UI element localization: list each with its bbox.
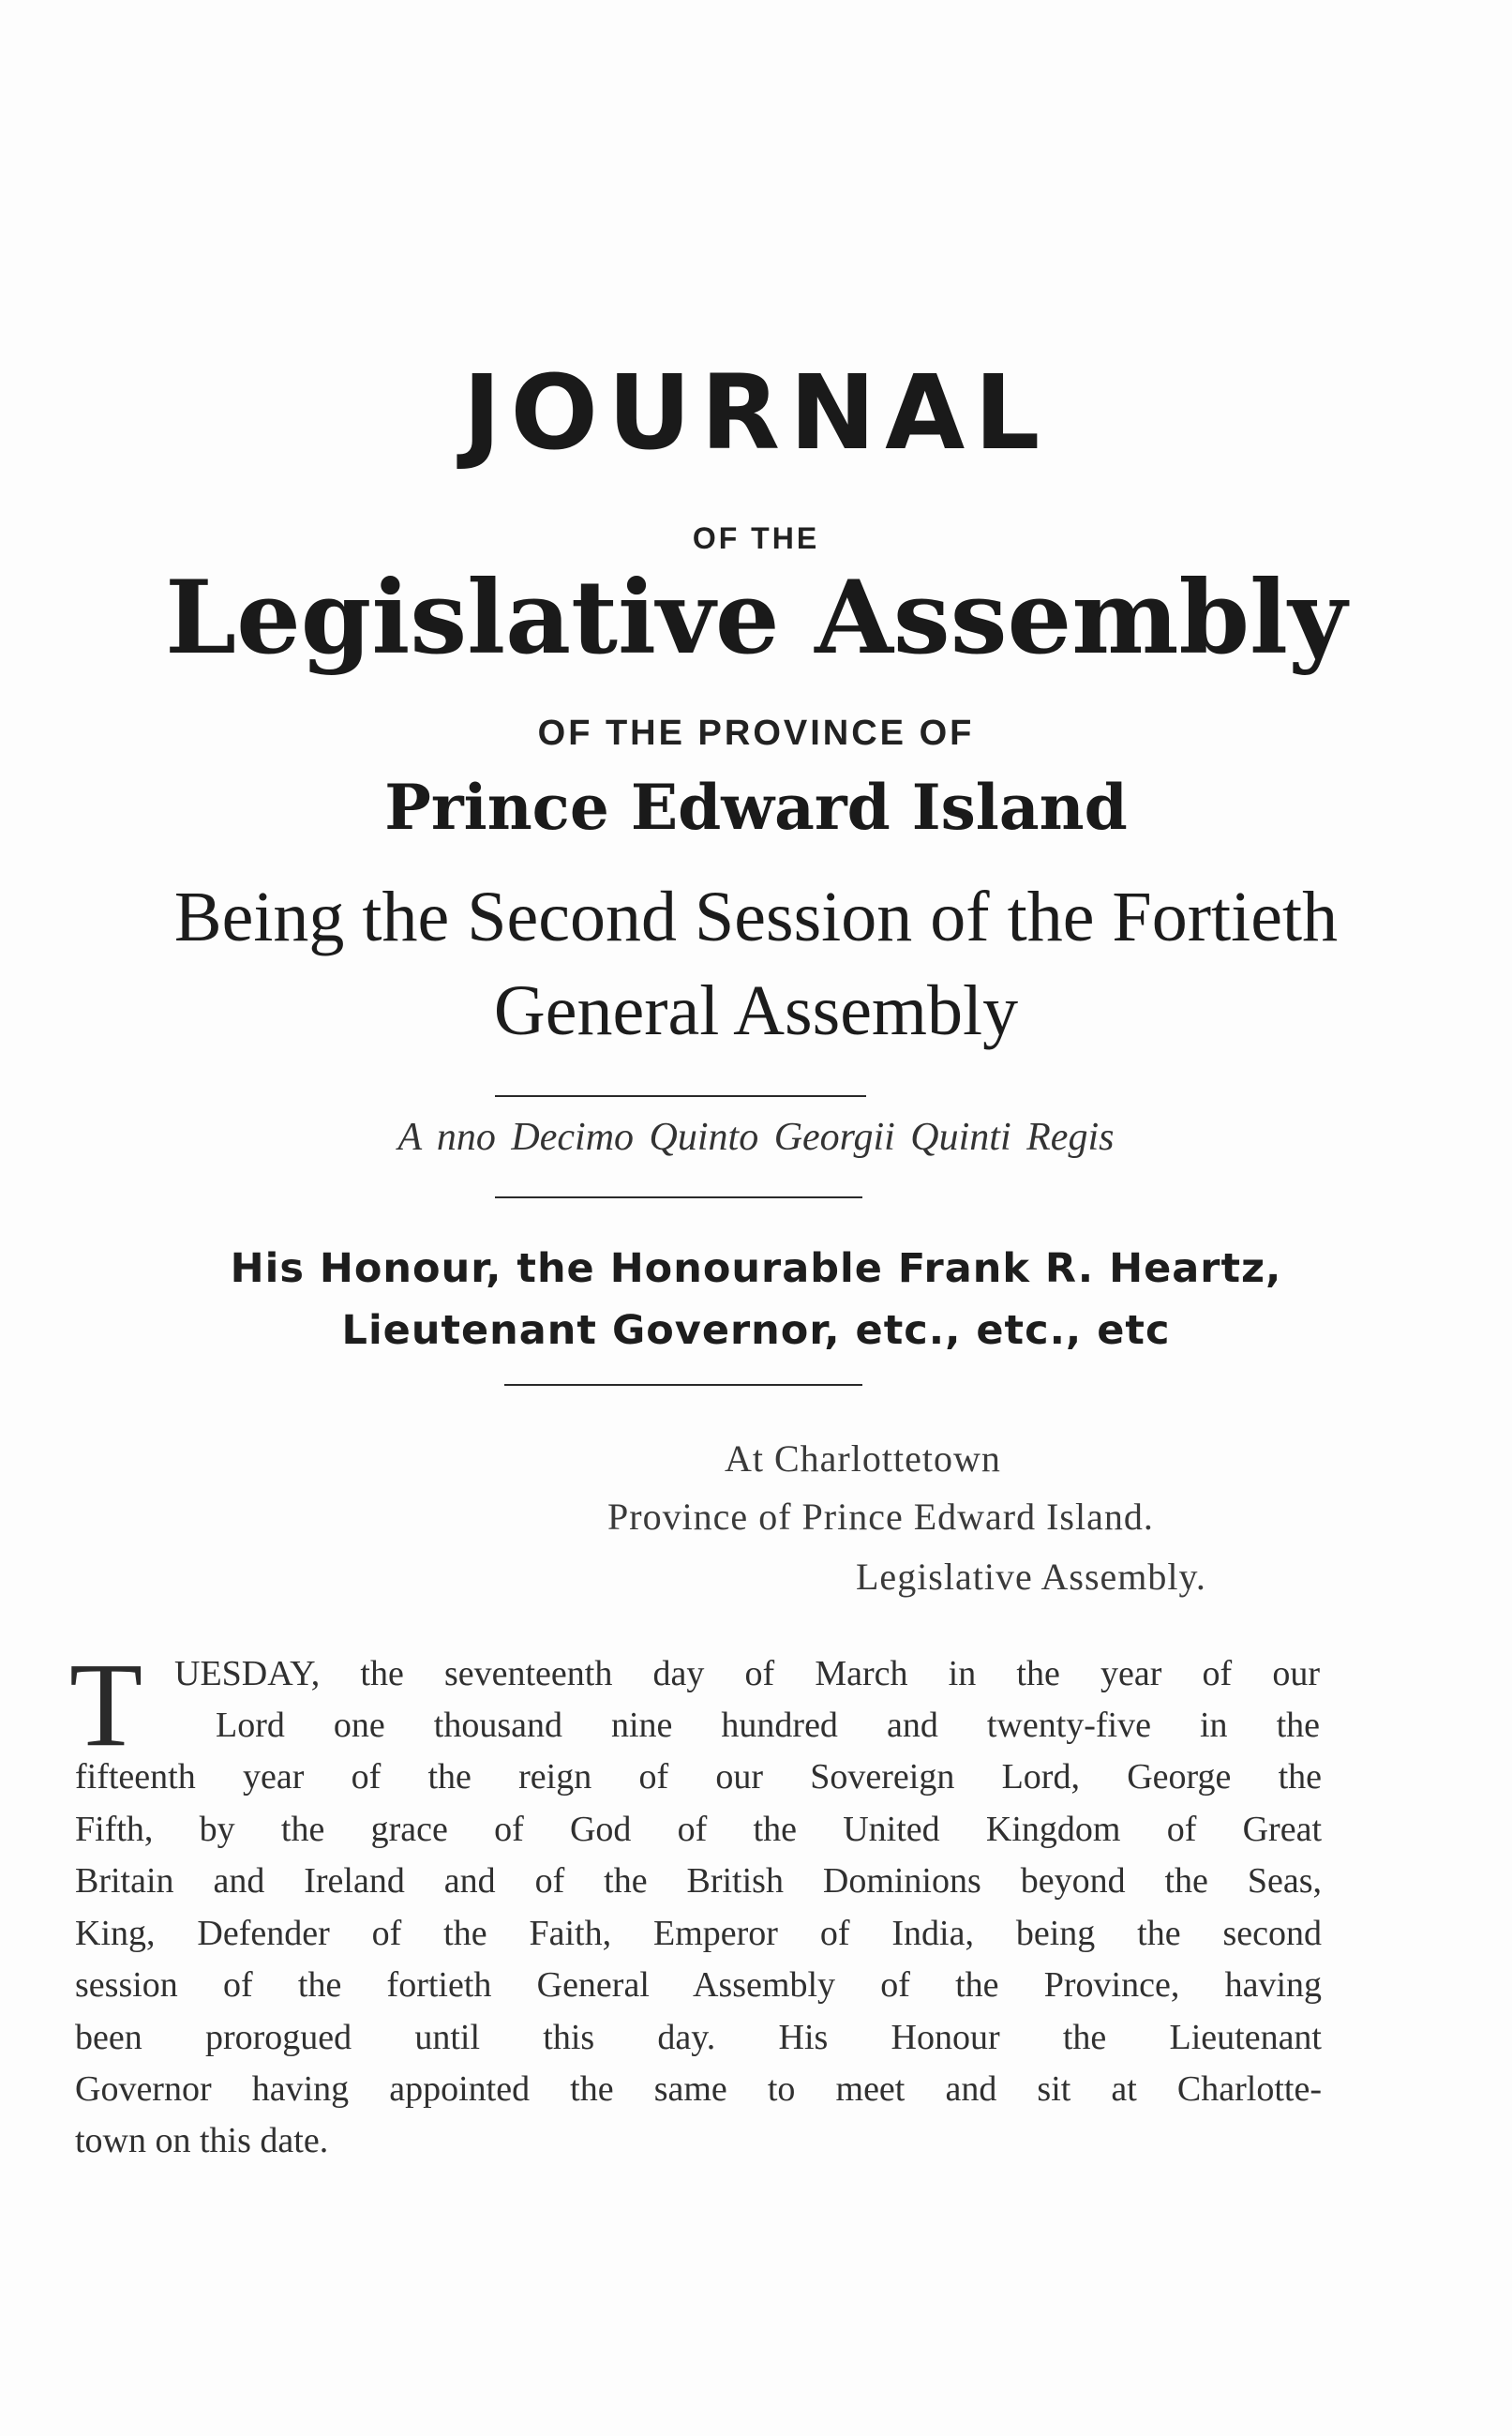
paragraph-line-2: Lord one thousand nine hundred and twenty-five in the [216,1706,1320,1745]
location-line-3: Legislative Assembly. [856,1556,1206,1598]
paragraph-line-9: Governor having appointed the same to meet and sit at Charlotte- [75,2069,1322,2109]
location-line-2: Province of Prince Edward Island. [607,1496,1154,1538]
paragraph-line-10: town on this date. [75,2121,329,2160]
divider-rule-2 [495,1196,862,1198]
session-line-2: General Assembly [493,971,1019,1050]
legislative-assembly-heading: Legislative Assembly [165,559,1347,677]
lieutenant-governor-line-2: Lieutenant Governor, etc., etc., etc [341,1307,1171,1354]
location-line-1: At Charlottetown [725,1437,1001,1480]
paragraph-line-5: Britain and Ireland and of the British Dominions beyond the Seas, [75,1861,1322,1901]
paragraph-line-7: session of the fortieth General Assembly of the Province, having [75,1965,1322,2005]
of-the-province-label: OF THE PROVINCE OF [537,714,975,753]
paragraph-line-6: King, Defender of the Faith, Emperor of India, being the second [75,1914,1322,1953]
divider-rule-1 [495,1095,866,1097]
paragraph-line-1: UESDAY, the seventeenth day of March in the year of our [174,1654,1320,1693]
paragraph-line-8: been prorogued until this day. His Honour the Lieutenant [75,2018,1322,2057]
regnal-year-line: A nno Decimo Quinto Georgii Quinti Regis [397,1116,1115,1159]
session-line-1: Being the Second Session of the Fortieth [173,878,1339,956]
province-name: Prince Edward Island [384,771,1128,844]
of-the-label: OF THE [692,521,820,555]
paragraph-line-3: fifteenth year of the reign of our Sovereign Lord, George the [75,1757,1322,1797]
paragraph-line-4: Fifth, by the grace of God of the United Kingdom of Great [75,1810,1322,1849]
journal-heading: JOURNAL [462,353,1050,473]
divider-rule-3 [504,1384,862,1386]
drop-cap-letter: T [69,1638,143,1771]
lieutenant-governor-line-1: His Honour, the Honourable Frank R. Heartz, [230,1245,1282,1292]
